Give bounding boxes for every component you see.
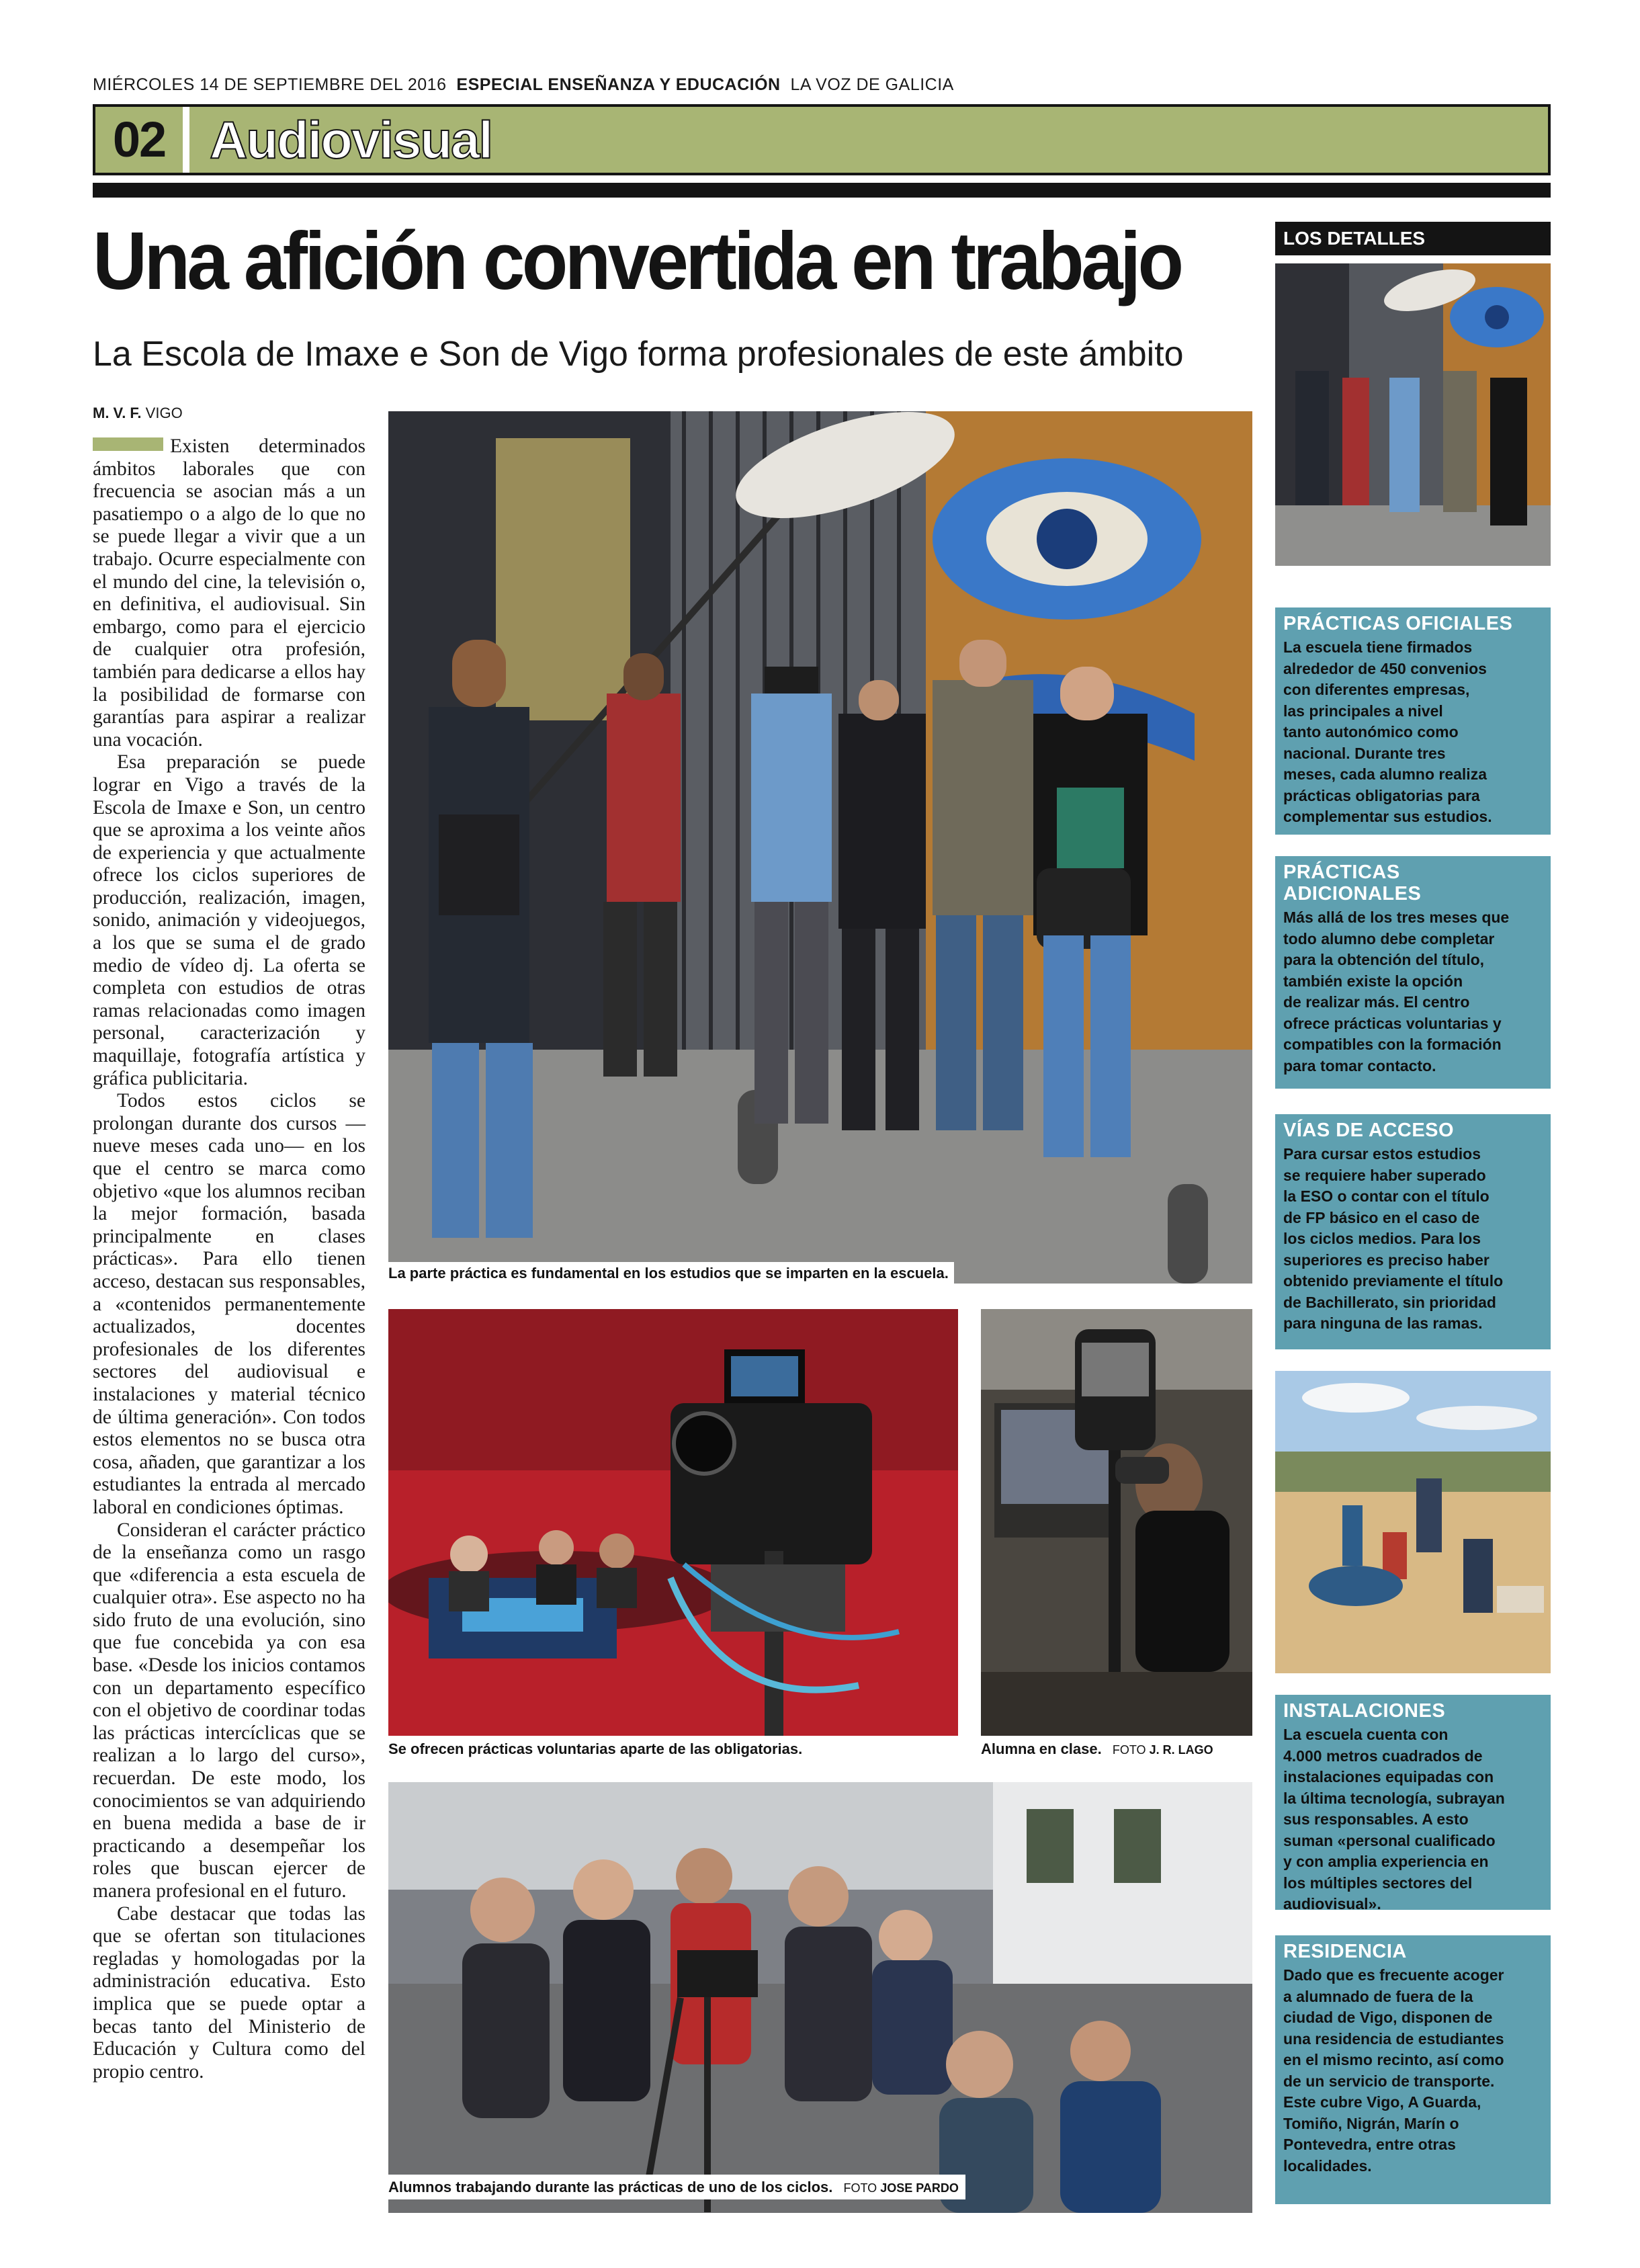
- sidebar-box-instalaciones: [1275, 1695, 1551, 1913]
- box-text: La escuela tiene firmados alrededor de 450 convenios con diferentes empresas, las principales a nivel tanto autonómico como nacional. Durante tres meses, cada alumno realiza prácticas obligatorias para complementar sus estudios.: [1283, 638, 1492, 825]
- paragraph: Consideran el carácter práctico de la enseñanza como un rasgo que «diferencia a esta escuela de cualquier otra». Ese aspecto no ha sido fruto de una evolución, sino que fue concebida ya con esa base. «Desde los inicios contamos con un departamento específico con el objetivo de coordinar todas las prácticas intercíclicas que se realizan a lo largo del curso», recuerdan. De este modo, los conocimientos se van adquiriendo en buena medida a base de ir practicando a desempeñar los roles que buscan ejercer de manera profesional en el futuro.: [93, 1519, 365, 1902]
- byline-place: VIGO: [145, 405, 183, 421]
- paragraph: Todos estos ciclos se prolongan durante dos cursos —nueve meses cada uno— en los que el centro se marca como objetivo «que los alumnos reciban la mejor formación, basada principalmente en clases prácticas». Para ello tienen acceso, destacan sus responsables, a «contenidos permanentemente actualizados, docentes profesionales de los diferentes sectores del audiovisual e instalaciones y material técnico de última generación». Con todos estos elementos no se busca otra cosa, añaden, que garantizar a los estudiantes la entrada al mercado laboral en condiciones óptimas.: [93, 1090, 365, 1518]
- credit-name: J. R. LAGO: [1149, 1743, 1213, 1757]
- sidebar-photo-street: [1275, 263, 1551, 566]
- group-illustration: [388, 1782, 1252, 2213]
- sidebar-street-illustration: [1275, 263, 1551, 566]
- street-filming-illustration: [388, 411, 1252, 1284]
- photo-classroom: [981, 1309, 1252, 1736]
- caption-text: Alumna en clase.: [981, 1740, 1102, 1757]
- caption-main-photo: [388, 1262, 954, 1285]
- lead-marker: [93, 437, 163, 451]
- header-rule: [93, 183, 1551, 198]
- caption-studio-photo: [388, 1739, 802, 1759]
- sidebar-box-residencia: [1275, 1935, 1551, 2204]
- box-title: VÍAS DE ACCESO: [1283, 1120, 1455, 1141]
- sidebar-box-practicas-adicionales: [1275, 856, 1551, 1089]
- byline-author: M. V. F.: [93, 405, 142, 421]
- folio-date: MIÉRCOLES 14 DE SEPTIEMBRE DEL 2016: [93, 75, 447, 94]
- credit-label: FOTO: [843, 2181, 877, 2195]
- paragraph: Cabe destacar que todas las que se ofertan son titulaciones regladas y homologadas por la administración educativa. Esto implica que se puede optar a becas tanto del Ministerio de Educación y Cultura como del propio centro.: [93, 1902, 365, 2083]
- page-number: 02: [95, 107, 189, 173]
- box-title: PRÁCTICAS OFICIALES: [1283, 613, 1513, 634]
- caption-classroom-photo: [981, 1739, 1213, 1760]
- paragraph: Esa preparación se puede lograr en Vigo a través de la Escola de Imaxe e Son, un centro que se aproxima a los veinte años de experiencia y que actualmente ofrece los ciclos superiores de producción, realización, imagen, sonido, animación y videojuegos, a los que se suma el de grado medio de vídeo dj. La oferta se completa con estudios de otras ramas relacionadas como imagen personal, caracterización y maquillaje, fotografía artística y gráfica publicitaria.: [93, 751, 365, 1089]
- credit-label: FOTO: [1112, 1743, 1146, 1757]
- box-title: INSTALACIONES: [1283, 1700, 1446, 1722]
- sidebar-beach-illustration: [1275, 1371, 1551, 1673]
- sidebar-photo-beach: [1275, 1371, 1551, 1673]
- article-body: [93, 435, 365, 2083]
- box-title: RESIDENCIA: [1283, 1941, 1407, 1962]
- photo-credit: [844, 2181, 959, 2195]
- photo-group-students: [388, 1782, 1252, 2213]
- sidebar-box-practicas-oficiales: [1275, 607, 1551, 835]
- box-text: Para cursar estos estudios se requiere haber superado la ESO o contar con el título de FP básico en el caso de los ciclos medios. Para los superiores es preciso haber obtenido previamente el título de Bachillerato, sin prioridad para ninguna de las ramas.: [1283, 1145, 1504, 1332]
- sidebar-box-vias-acceso: [1275, 1114, 1551, 1349]
- paragraph: [93, 435, 365, 751]
- headline: Una afición convertida en trabajo: [93, 215, 1181, 306]
- sidebar-title: LOS DETALLES: [1275, 222, 1551, 255]
- folio-paper: LA VOZ DE GALICIA: [790, 75, 954, 94]
- classroom-illustration: [981, 1309, 1252, 1736]
- folio-line: [93, 75, 954, 95]
- box-text: La escuela cuenta con 4.000 metros cuadrados de instalaciones equipadas con la última tecnología, subrayan sus responsables. A esto suman «personal cualificado y con amplia experiencia en los múltiples sectores del audiovisual».: [1283, 1726, 1505, 1913]
- caption-text: Se ofrecen prácticas voluntarias aparte de las obligatorias.: [388, 1740, 803, 1757]
- caption-text: La parte práctica es fundamental en los estudios que se imparten en la escuela.: [388, 1265, 949, 1282]
- paragraph-text: Existen determinados ámbitos laborales que con frecuencia se asocian más a un pasatiempo o a algo de lo que no se puede llegar a vivir que a un trabajo. Ocurre especialmente con el mundo del cine, la televisión o, en definitiva, el audiovisual. Sin embargo, como para el ejercicio de cualquier otra profesión, también para dedicarse a ellos hay la posibilidad de formarse con garantías para aspirar a realizar una vocación.: [93, 435, 365, 751]
- credit-name: JOSE PARDO: [880, 2181, 959, 2195]
- section-title: Audiovisual: [210, 110, 492, 169]
- tv-studio-illustration: [388, 1309, 958, 1736]
- box-text: Más allá de los tres meses que todo alumno debe completar para la obtención del título, también existe la opción de realizar más. El centro ofrece prácticas voluntarias y compatibles con la formación para tomar contacto.: [1283, 909, 1510, 1075]
- caption-group-photo: [388, 2175, 965, 2199]
- box-title: PRÁCTICAS ADICIONALES: [1283, 862, 1422, 905]
- caption-text: Alumnos trabajando durante las prácticas de uno de los ciclos.: [388, 2179, 833, 2195]
- section-bar: [93, 104, 1551, 175]
- photo-street-filming: [388, 411, 1252, 1284]
- photo-tv-studio: [388, 1309, 958, 1736]
- photo-credit: [1113, 1743, 1213, 1757]
- box-text: Dado que es frecuente acoger a alumnado de fuera de la ciudad de Vigo, disponen de una residencia de estudiantes en el mismo recinto, así como de un servicio de transporte. Este cubre Vigo, A Guarda, Tomiño, Nigrán, Marín o Pontevedra, entre otras localidades.: [1283, 1966, 1504, 2175]
- byline: [93, 405, 183, 422]
- subheadline: La Escola de Imaxe e Son de Vigo forma profesionales de este ámbito: [93, 335, 1184, 374]
- folio-special: ESPECIAL ENSEÑANZA Y EDUCACIÓN: [456, 75, 781, 94]
